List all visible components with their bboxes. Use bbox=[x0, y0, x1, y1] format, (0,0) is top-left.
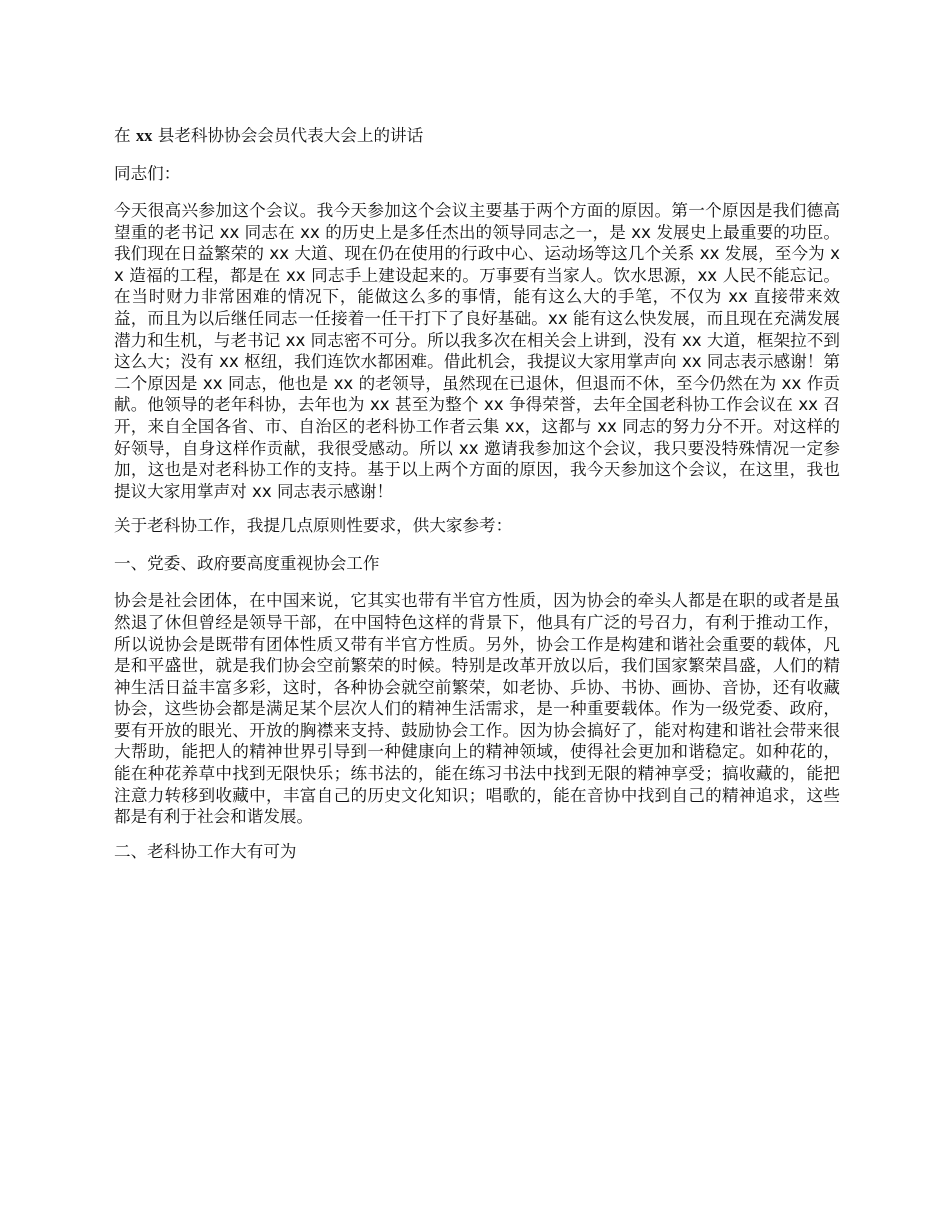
document-title bbox=[114, 124, 840, 148]
title-bold-xx: xx bbox=[135, 126, 153, 145]
title-prefix: 在 bbox=[114, 126, 136, 145]
title-suffix: 县老科协协会会员代表大会上的讲话 bbox=[152, 126, 424, 145]
salutation: 同志们： bbox=[114, 164, 181, 183]
intro-requirements: 关于老科协工作，我提几点原则性要求，供大家参考： bbox=[114, 516, 513, 536]
document-page bbox=[114, 124, 840, 878]
paragraph-reasons: 今天很高兴参加这个会议。我今天参加这个会议主要基于两个方面的原因。第一个原因是我们德高望重的老书记 xx 同志在 xx 的历史上是多任杰出的领导同志之一，是 xx 发展史上最重要的功臣。我们现在日益繁荣的 xx 大道、现在仍在使用的行政中心、运动场等这几个关系 xx 发展，至今为 xx 造福的工程，都是在 xx 同志手上建设起来的。万事要有当家人。饮水思源，xx 人民不能忘记。在当时财力非常困难的情况下，能做这么多的事情，能有这么大的手笔，不仅为 xx 直接带来效益，而且为以后继任同志一任接着一任干打下了良好基础。xx 能有这么快发展，而且现在充满发展潜力和生机，与老书记 xx 同志密不可分。所以我多次在相关会上讲到，没有 xx 大道，框架拉不到这么大；没有 xx 枢纽，我们连饮水都困难。借此机会，我提议大家用掌声向 xx 同志表示感谢！第二个原因是 xx 同志，他也是 xx 的老领导，虽然现在已退休，但退而不休，至今仍然在为 xx 作贡献。他领导的老年科协，去年也为 xx 甚至为整个 xx 争得荣誉，去年全国老科协工作会议在 xx 召开，来自全国各省、市、自治区的老科协工作者云集 xx，这都与 xx 同志的努力分不开。对这样的好领导，自身这样作贡献，我很受感动。所以 xx 邀请我参加这个会议，我只要没特殊情况一定参加，这也是对老科协工作的支持。基于以上两个方面的原因，我今天参加这个会议，在这里，我也提议大家用掌声对 xx 同志表示感谢！ bbox=[114, 201, 840, 501]
section-heading-2: 二、老科协工作大有可为 bbox=[114, 841, 297, 861]
section-heading-1: 一、党委、政府要高度重视协会工作 bbox=[114, 554, 380, 574]
paragraph-association: 协会是社会团体，在中国来说，它其实也带有半官方性质，因为协会的牵头人都是在职的或者是虽然退了休但曾经是领导干部，在中国特色这样的背景下，他具有广泛的号召力，有利于推动工作，所以说协会是既带有团体性质又带有半官方性质。另外，协会工作是构建和谐社会重要的载体，凡是和平盛世，就是我们协会空前繁荣的时候。特别是改革开放以后，我们国家繁荣昌盛，人们的精神生活日益丰富多彩，这时，各种协会就空前繁荣，如老协、乒协、书协、画协、音协，还有收藏协会，这些协会都是满足某个层次人们的精神生活需求，是一种重要载体。作为一级党委、政府，要有开放的眼光、开放的胸襟来支持、鼓励协会工作。因为协会搞好了，能对构建和谐社会带来很大帮助，能把人的精神世界引导到一种健康向上的精神领域，使得社会更加和谐稳定。如种花的，能在种花养草中找到无限快乐；练书法的，能在练习书法中找到无限的精神享受；搞收藏的，能把注意力转移到收藏中，丰富自己的历史文化知识；唱歌的，能在音协中找到自己的精神追求，这些都是有利于社会和谐发展。 bbox=[114, 591, 840, 827]
